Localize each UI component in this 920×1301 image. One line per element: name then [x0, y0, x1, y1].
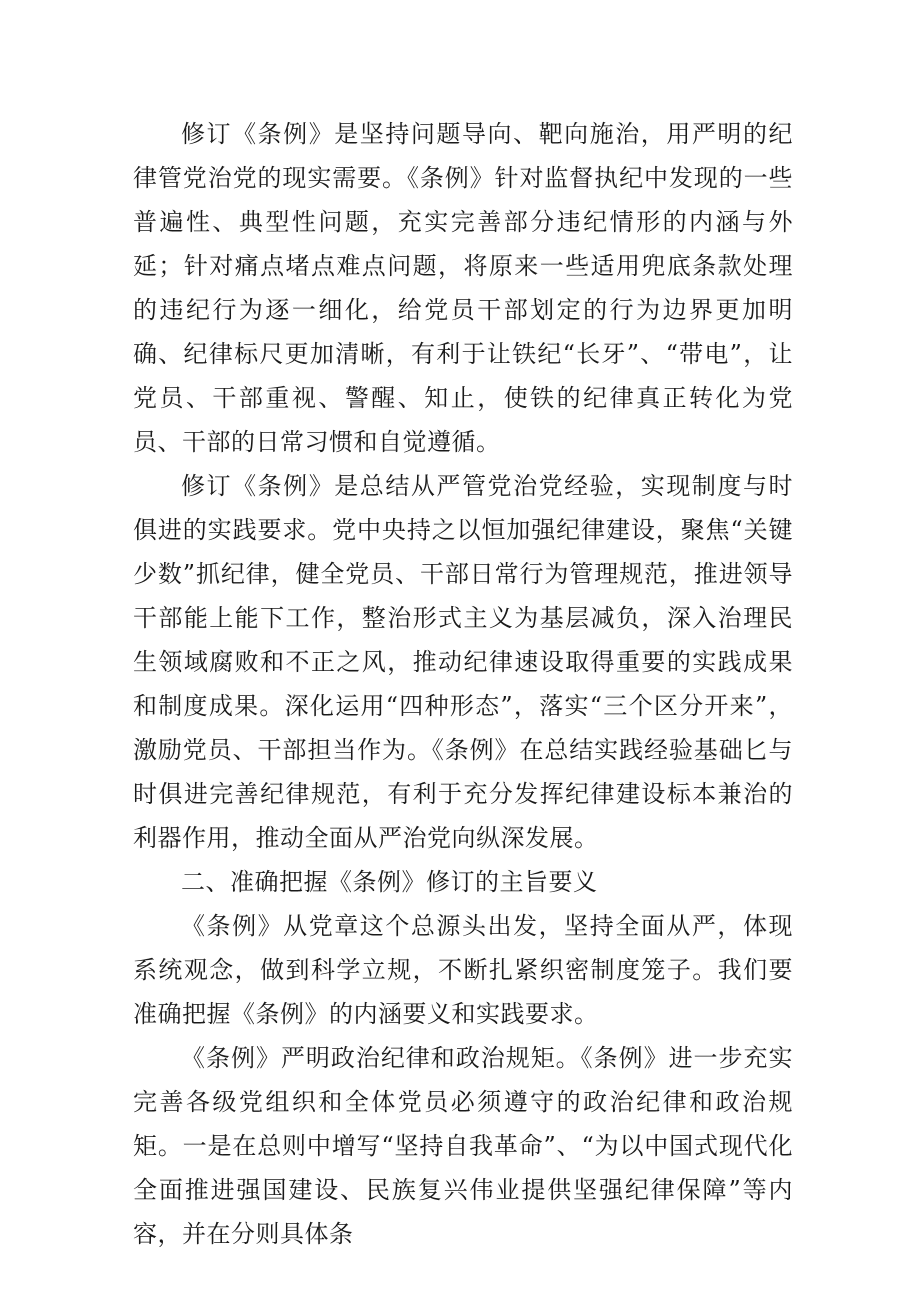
paragraph-political-discipline: 《条例》严明政治纪律和政治规矩。《条例》进一步充实完善各级党组织和全体党员必须遵守的政治纪律和政治规矩。一是在总则中增写“坚持自我革命”、“为以中国式现代化全面推进强国建设、民族复兴伟业提供坚强纪律保障”等内容，并在分则具体条: [133, 1044, 793, 1248]
paragraph-revision-practice: 修订《条例》是总结从严管党治党经验，实现制度与时俱进的实践要求。党中央持之以恒加强纪律建设，聚焦“关键少数”抓纪律，健全党员、干部日常行为管理规范，推进领导干部能上能下工作，整治形式主义为基层减负，深入治理民生领域腐败和不正之风，推动纪律速设取得重要的实践成果和制度成果。深化运用“四种形态”，落实“三个区分开来”，激励党员、干部担当作为。《条例》在总结实践经验基础匕与时俱进完善纪律规范，有利于充分发挥纪律建设标本兼治的利器作用，推动全面从严治党向纵深发展。: [133, 472, 793, 852]
section-heading: 二、准确把握《条例》修订的主旨要义: [181, 868, 598, 896]
paragraph-regulation-overview: 《条例》从党章这个总源头出发，坚持全面从严，体现系统观念，做到科学立规，不断扎紧织密制度笼子。我们要准确把握《条例》的内涵要义和实践要求。: [133, 912, 793, 1028]
paragraph-revision-need: 修订《条例》是坚持问题导向、靶向施治，用严明的纪律管党治党的现实需要。《条例》针对监督执纪中发现的一些普遍性、典型性问题，充实完善部分违纪情形的内涵与外延；针对痛点堵点难点问题，将原来一些适用兜底条款处理的违纪行为逐一细化，给党员干部划定的行为边界更加明确、纪律标尺更加清晰，有利于让铁纪“长牙”、“带电”，让党员、干部重视、警醒、知止，使铁的纪律真正转化为党员、干部的日常习惯和自觉遵循。: [133, 120, 793, 456]
document-body: [133, 112, 793, 1256]
